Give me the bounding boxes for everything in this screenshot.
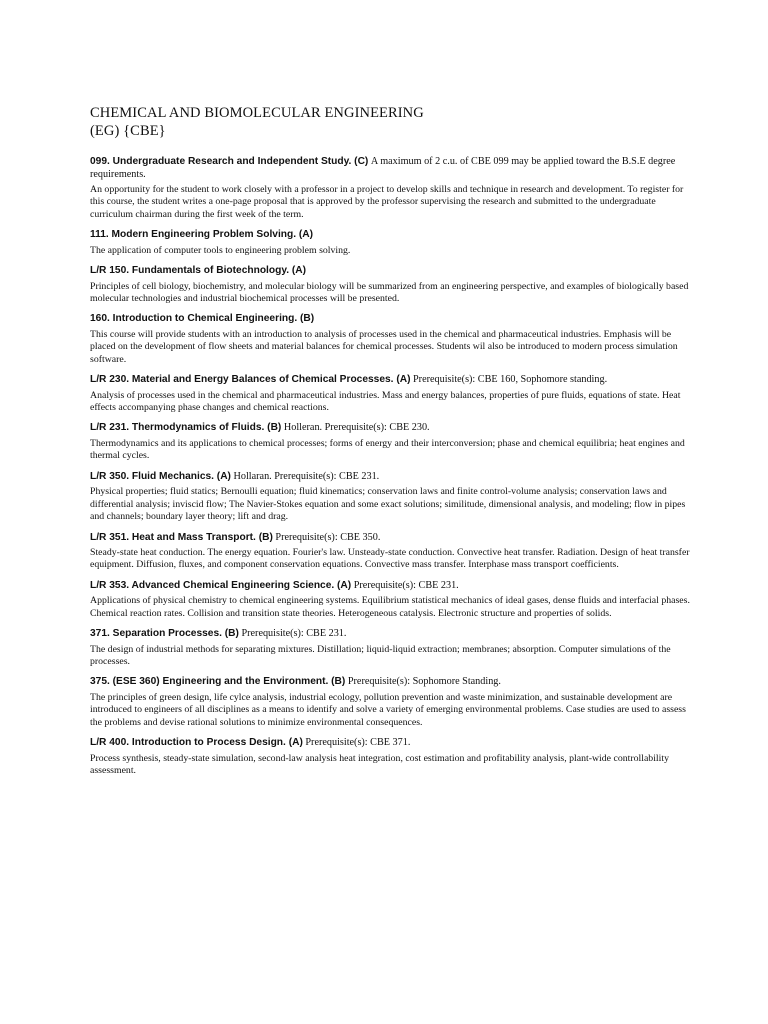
course-description: This course will provide students with an introduction to analysis of processes used in the chemical and pharmaceutical industries. Emphasis will be placed on the development of flow sheets and material balances for chemical processes. Students wil also be introduced to modern process simulation software. <box>90 328 678 365</box>
course-description: The principles of green design, life cylce analysis, industrial ecology, pollution prevention and waste minimization, and sustainable development are introduced to engineers of all disciplines as a means to identify and solve a variety of emerging environmental problems. Case studies are used to assess the problems and devise rational solutions to minimize environmental consequences. <box>90 691 686 728</box>
course-name: L/R 351. Heat and Mass Transport. (B) <box>90 531 273 543</box>
course-name: 375. (ESE 360) Engineering and the Environment. (B) <box>90 676 346 688</box>
course-name: 111. Modern Engineering Problem Solving. (A) <box>90 229 314 241</box>
course-description: Principles of cell biology, biochemistry, and molecular biology will be summarized from an engineering perspective, and examples of biologically based molecular technologies and industrial biochemical processes will be presented. <box>90 280 689 305</box>
course-description: Analysis of processes used in the chemical and pharmaceutical industries. Mass and energy balances, properties of pure fluids, equations of state. Heat effects accompanying phase changes and chemical reactions. <box>90 389 681 414</box>
course-name: L/R 350. Fluid Mechanics. (A) <box>90 470 231 482</box>
course-name: 371. Separation Processes. (B) <box>90 628 239 640</box>
course-entry <box>90 532 690 572</box>
department-title-line1: CHEMICAL AND BIOMOLECULAR ENGINEERING <box>90 105 424 121</box>
course-entry <box>90 265 690 305</box>
course-name: L/R 231. Thermodynamics of Fluids. (B) <box>90 422 282 434</box>
course-heading <box>90 580 690 593</box>
course-description: The design of industrial methods for separating mixtures. Distillation; liquid-liquid extraction; membranes; absorption. Computer simulations of the processes. <box>90 643 671 668</box>
course-name: L/R 353. Advanced Chemical Engineering Science. (A) <box>90 579 352 591</box>
course-entry <box>90 737 690 777</box>
course-name: 099. Undergraduate Research and Independent Study. (C) <box>90 156 369 167</box>
course-prerequisites: Holleran. Prerequisite(s): CBE 230. <box>283 422 430 434</box>
course-list <box>90 156 690 777</box>
course-heading <box>90 737 690 750</box>
department-title <box>90 104 690 140</box>
course-entry <box>90 229 690 257</box>
course-entry <box>90 313 690 366</box>
course-entry <box>90 156 690 221</box>
course-heading <box>90 156 690 181</box>
course-heading <box>90 422 690 435</box>
department-title-line2: (EG) {CBE} <box>90 123 166 139</box>
course-heading <box>90 374 690 387</box>
course-heading <box>90 471 690 484</box>
course-prerequisites: Hollaran. Prerequisite(s): CBE 231. <box>233 470 380 482</box>
course-entry <box>90 628 690 668</box>
course-name: L/R 400. Introduction to Process Design. (A) <box>90 737 303 749</box>
course-prerequisites: Prerequisite(s): CBE 231. <box>353 579 459 591</box>
course-description: Applications of physical chemistry to chemical engineering systems. Equilibrium statistical mechanics of ideal gases, dense fluids and interfacial phases. Chemical reaction rates. Collision and transition state theories. Heterogeneous catalysis. Electronic structure and properties of solids. <box>90 595 690 619</box>
course-prerequisites: Prerequisite(s): CBE 371. <box>305 737 411 749</box>
catalog-page <box>90 104 690 785</box>
course-heading <box>90 628 690 641</box>
course-description: Steady-state heat conduction. The energy equation. Fourier's law. Unsteady-state conduction. Convective heat transfer. Radiation. Design of heat transfer equipment. Diffusion, fluxes, and component conservation equations. Convective mass transfer. Interphase mass transport coefficients. <box>90 547 690 571</box>
course-heading <box>90 532 690 545</box>
course-prerequisites: Prerequisite(s): CBE 160, Sophomore standing. <box>413 374 608 386</box>
course-description: The application of computer tools to engineering problem solving. <box>90 244 351 256</box>
course-entry <box>90 471 690 524</box>
course-description: An opportunity for the student to work closely with a professor in a project to develop skills and technique in research and development. To register for this course, the student writes a one-page proposal that is approved by the professor supervising the research and submitted to the undergraduate curriculum chairman during the first week of the term. <box>90 184 684 220</box>
course-heading <box>90 313 690 326</box>
course-entry <box>90 676 690 729</box>
course-entry <box>90 422 690 462</box>
course-description: Process synthesis, steady-state simulation, second-law analysis heat integration, cost estimation and profitability analysis, plant-wide controllability assessment. <box>90 752 669 777</box>
course-name: L/R 150. Fundamentals of Biotechnology. (A) <box>90 265 307 277</box>
course-prerequisites: Prerequisite(s): Sophomore Standing. <box>347 676 501 688</box>
course-entry <box>90 374 690 414</box>
course-entry <box>90 580 690 620</box>
course-name: 160. Introduction to Chemical Engineering. (B) <box>90 313 315 325</box>
course-name: L/R 230. Material and Energy Balances of Chemical Processes. (A) <box>90 374 411 386</box>
course-prerequisites: A maximum of 2 c.u. of CBE 099 may be applied toward the B.S.E degree requirements. <box>90 156 676 180</box>
course-description: Thermodynamics and its applications to chemical processes; forms of energy and their interconversion; phase and chemical equilibria; heat engines and thermal cycles. <box>90 437 685 462</box>
course-heading <box>90 265 690 278</box>
course-heading <box>90 676 690 689</box>
course-prerequisites: Prerequisite(s): CBE 231. <box>241 628 347 640</box>
course-description: Physical properties; fluid statics; Bernoulli equation; fluid kinematics; conservation laws and finite control-volume analysis; conservation laws and differential analysis; inviscid flow; The Navier-Stokes equation and some exact solutions; similitude, dimensional analysis, and modeling; flow in pipes and channels; boundary layer theory; lift and drag. <box>90 486 686 523</box>
course-prerequisites: Prerequisite(s): CBE 350. <box>275 531 381 543</box>
course-heading <box>90 229 690 242</box>
